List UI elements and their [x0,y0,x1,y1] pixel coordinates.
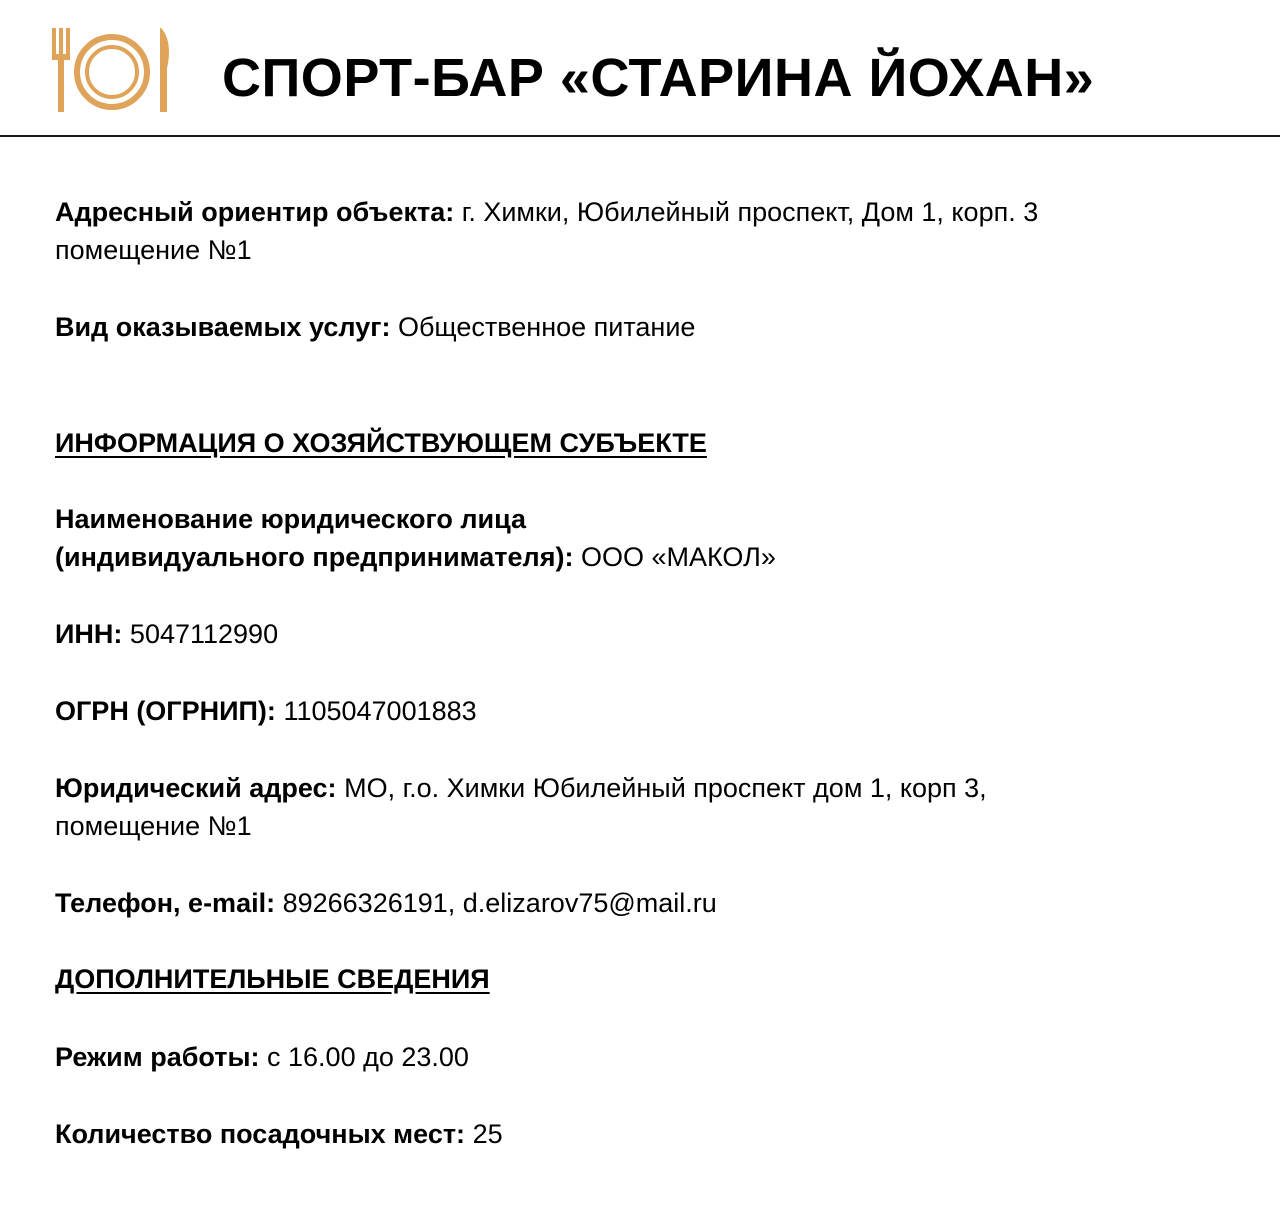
service-row [55,308,695,346]
seats-row [55,1115,503,1153]
contacts-row [55,884,717,922]
section-heading-extra: ДОПОЛНИТЕЛЬНЫЕ СВЕДЕНИЯ [55,964,490,994]
entity-name-value: ООО «МАКОЛ» [580,542,776,572]
address-label: Адресный ориентир объекта: [55,197,455,227]
legal-address-label: Юридический адрес: [55,773,337,803]
contacts-label: Телефон, e-mail: [55,888,276,918]
page-title: СПОРТ-БАР «СТАРИНА ЙОХАН» [222,48,1095,108]
seats-value: 25 [472,1119,503,1149]
hours-row [55,1038,469,1076]
address-row [55,193,1038,231]
entity-name-label: Наименование юридического лица [55,504,527,534]
inn-row [55,615,278,653]
contacts-value: 89266326191, d.elizarov75@mail.ru [282,888,717,918]
legal-address-row [55,769,987,807]
entity-name-row [55,538,776,576]
legal-address-value-continued: помещение №1 [55,811,252,841]
address-value: г. Химки, Юбилейный проспект, Дом 1, корп. 3 [461,197,1039,227]
ogrn-value: 1105047001883 [283,696,477,726]
ogrn-label: ОГРН (ОГРНИП): [55,696,276,726]
service-label: Вид оказываемых услуг: [55,312,391,342]
inn-value: 5047112990 [129,619,279,649]
page-header [0,0,1280,137]
hours-label: Режим работы: [55,1042,260,1072]
seats-label: Количество посадочных мест: [55,1119,466,1149]
address-value-continued: помещение №1 [55,235,252,265]
fork-plate-knife-icon [48,26,176,114]
service-value: Общественное питание [397,312,696,342]
entity-name-label-continued: (индивидуального предпринимателя): [55,542,574,572]
legal-address-value: МО, г.о. Химки Юбилейный проспект дом 1, корп 3, [344,773,987,803]
ogrn-row [55,692,477,730]
inn-label: ИНН: [55,619,123,649]
hours-value: с 16.00 до 23.00 [267,1042,469,1072]
section-heading-entity: ИНФОРМАЦИЯ О ХОЗЯЙСТВУЮЩЕМ СУБЪЕКТЕ [55,428,707,458]
